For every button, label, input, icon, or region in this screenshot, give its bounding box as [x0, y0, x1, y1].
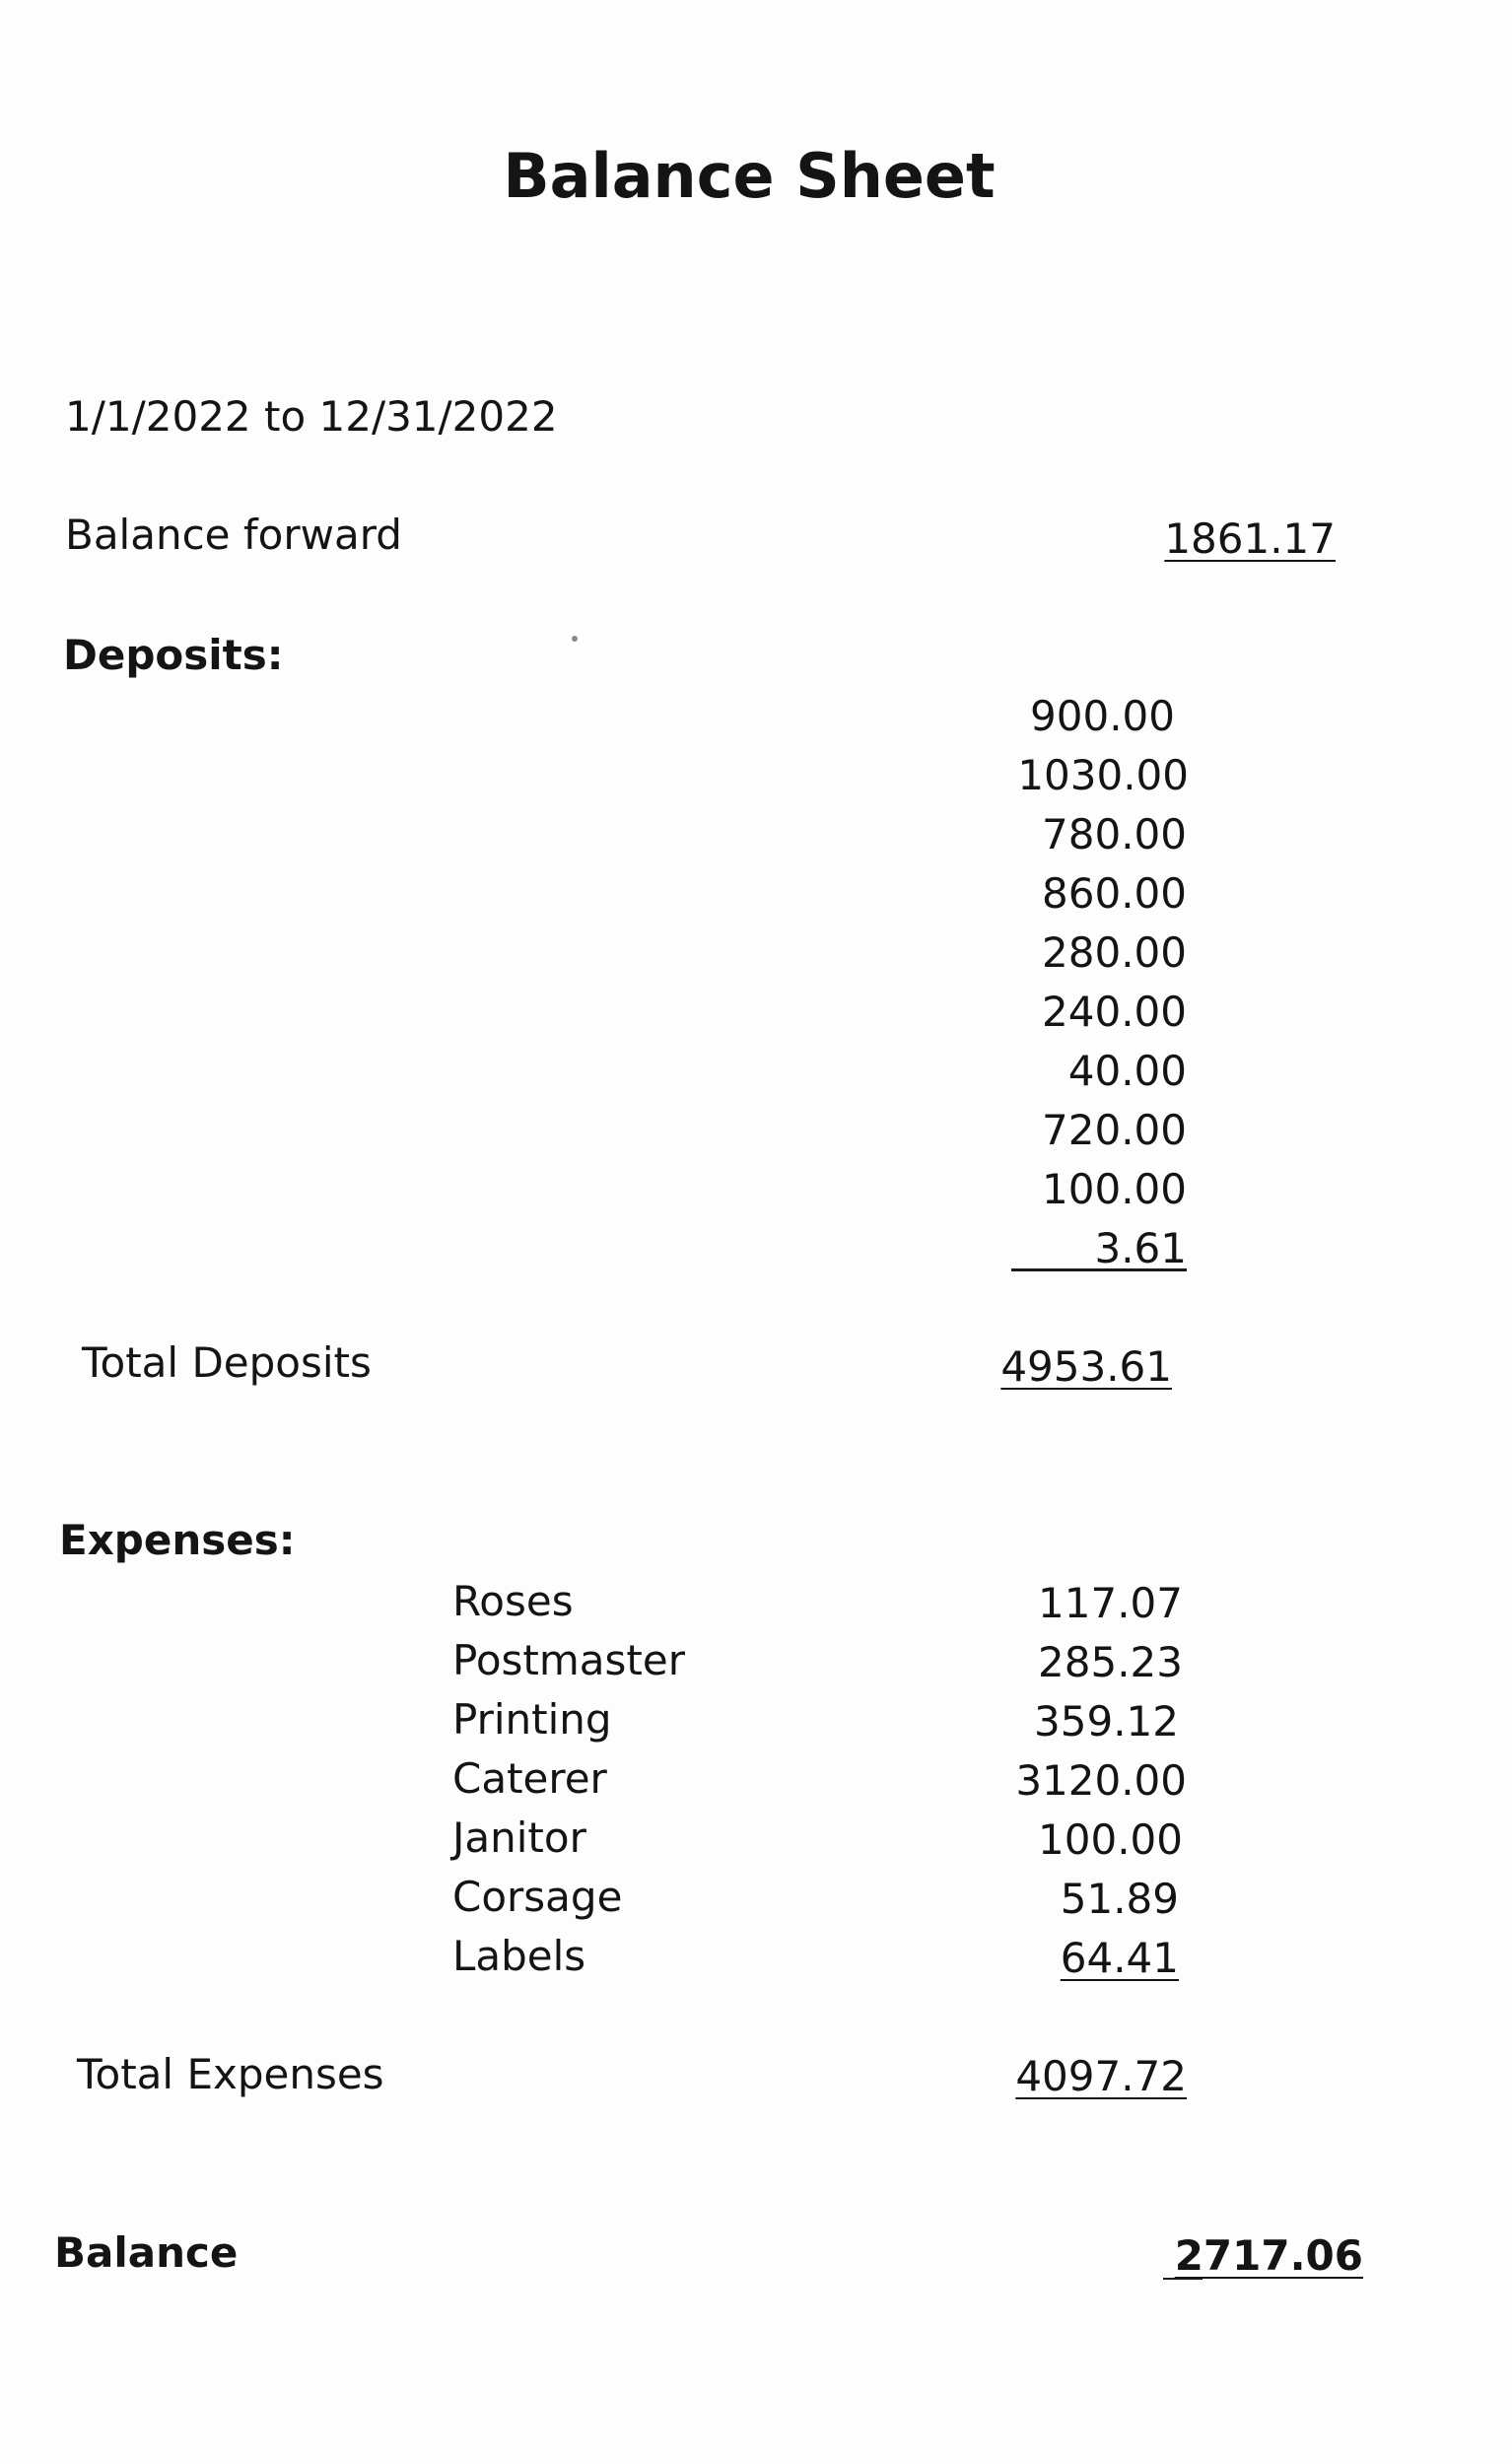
balance-label: Balance: [54, 2228, 239, 2277]
expense-label: Roses: [452, 1577, 574, 1625]
expense-value: 3120.00: [1015, 1756, 1187, 1805]
expense-label: Corsage: [452, 1873, 623, 1921]
deposit-item: 280.00: [1042, 928, 1187, 977]
expense-value: 359.12: [1034, 1697, 1179, 1745]
expense-label: Labels: [452, 1932, 586, 1980]
deposit-item: 780.00: [1042, 810, 1187, 858]
page-title: Balance Sheet: [503, 140, 996, 212]
expense-value: 100.00: [1038, 1815, 1183, 1864]
total-deposits-value: 4953.61: [1000, 1342, 1172, 1391]
deposit-item: 720.00: [1042, 1106, 1187, 1154]
deposit-item: 100.00: [1042, 1165, 1187, 1213]
expense-value: 285.23: [1038, 1638, 1183, 1686]
deposit-item: 1030.00: [1017, 751, 1189, 799]
expense-label: Postmaster: [452, 1636, 685, 1684]
balance-forward-value: 1861.17: [1164, 514, 1336, 563]
deposit-item: 3.61: [1094, 1224, 1187, 1272]
total-expenses-value: 4097.72: [1015, 2052, 1187, 2100]
paper-speck: [572, 636, 578, 642]
expense-value: 51.89: [1060, 1875, 1179, 1923]
deposits-heading: Deposits:: [63, 631, 284, 679]
balance-value: 2717.06: [1174, 2231, 1363, 2280]
expense-label: Janitor: [452, 1814, 586, 1862]
deposit-item: 900.00: [1030, 692, 1175, 740]
deposit-item: 40.00: [1067, 1047, 1187, 1095]
balance-forward-label: Balance forward: [65, 511, 402, 559]
period-text: 1/1/2022 to 12/31/2022: [65, 392, 558, 441]
total-deposits-label: Total Deposits: [82, 1338, 372, 1387]
balance-underline-lead: [1163, 2278, 1203, 2280]
expense-value: 64.41: [1060, 1934, 1179, 1982]
deposit-item: 860.00: [1042, 869, 1187, 918]
total-expenses-label: Total Expenses: [77, 2050, 384, 2098]
expense-value: 117.07: [1038, 1579, 1183, 1627]
expense-label: Printing: [452, 1695, 612, 1744]
expenses-heading: Expenses:: [59, 1516, 296, 1564]
expense-label: Caterer: [452, 1754, 607, 1803]
deposit-item: 240.00: [1042, 988, 1187, 1036]
deposits-subtotal-rule: [1011, 1268, 1187, 1271]
